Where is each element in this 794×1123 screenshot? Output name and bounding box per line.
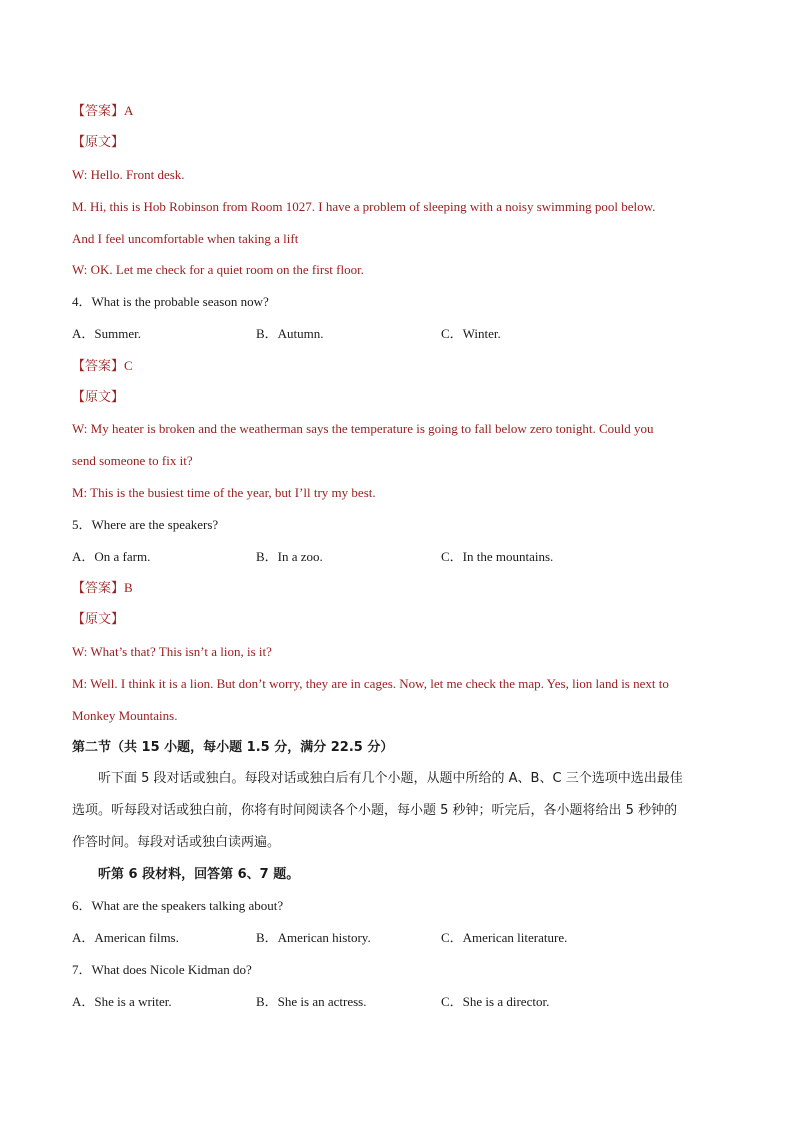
answer-row-q5 [72,580,133,597]
source-label: 【原文】 [72,390,125,405]
answer-label: 【答案】 [72,104,125,119]
transcript-line: Monkey Mountains. [72,708,178,723]
question-5: 5．Where are the speakers? [72,517,219,532]
section-instructions: 听下面 5 段对话或独白。每段对话或独白后有几个小题，从题中所给的 A、B、C 三个选项中选出最佳 [98,771,683,786]
option-c: C．Winter. [441,326,501,341]
option-b: B．Autumn. [256,326,324,341]
question-4: 4．What is the probable season now? [72,294,269,309]
question-7: 7．What does Nicole Kidman do? [72,962,252,977]
transcript-line: W: Hello. Front desk. [72,167,185,182]
option-b: B．She is an actress. [256,994,367,1009]
option-b: B．American history. [256,930,371,945]
answer-row-q3 [72,103,133,120]
section-heading: 第二节（共 15 小题，每小题 1.5 分，满分 22.5 分） [72,740,394,755]
transcript-line: send someone to fix it? [72,453,193,468]
material-heading: 听第 6 段材料，回答第 6、7 题。 [98,867,300,882]
transcript-line: M. Hi, this is Hob Robinson from Room 1027. I have a problem of sleeping with a noisy swimming pool below. [72,199,656,214]
answer-label: 【答案】 [72,359,125,374]
question-6: 6．What are the speakers talking about? [72,898,284,913]
transcript-line: M: This is the busiest time of the year, but I’ll try my best. [72,485,376,500]
option-a: A．Summer. [72,326,141,341]
option-a: A．American films. [72,930,179,945]
option-a: A．She is a writer. [72,994,172,1009]
option-c: C．American literature. [441,930,568,945]
option-b: B．In a zoo. [256,549,323,564]
answer-value: C [124,358,133,373]
section-instructions: 选项。听每段对话或独白前，你将有时间阅读各个小题，每小题 5 秒钟；听完后，各小题将给出 5 秒钟的 [72,803,678,818]
source-label: 【原文】 [72,135,125,150]
answer-value: B [124,580,133,595]
answer-label: 【答案】 [72,581,125,596]
answer-value: A [124,103,134,118]
answer-row-q4 [72,358,133,375]
option-c: C．In the mountains. [441,549,554,564]
option-a: A．On a farm. [72,549,151,564]
transcript-line: M: Well. I think it is a lion. But don’t worry, they are in cages. Now, let me check the map. Yes, lion land is next to [72,676,669,691]
option-c: C．She is a director. [441,994,550,1009]
source-label: 【原文】 [72,612,125,627]
transcript-line: W: OK. Let me check for a quiet room on the first floor. [72,262,364,277]
transcript-line: W: My heater is broken and the weatherman says the temperature is going to fall below zero tonight. Could you [72,421,654,436]
section-instructions: 作答时间。每段对话或独白读两遍。 [72,835,281,850]
transcript-line: W: What’s that? This isn’t a lion, is it? [72,644,272,659]
transcript-line: And I feel uncomfortable when taking a lift [72,231,299,246]
